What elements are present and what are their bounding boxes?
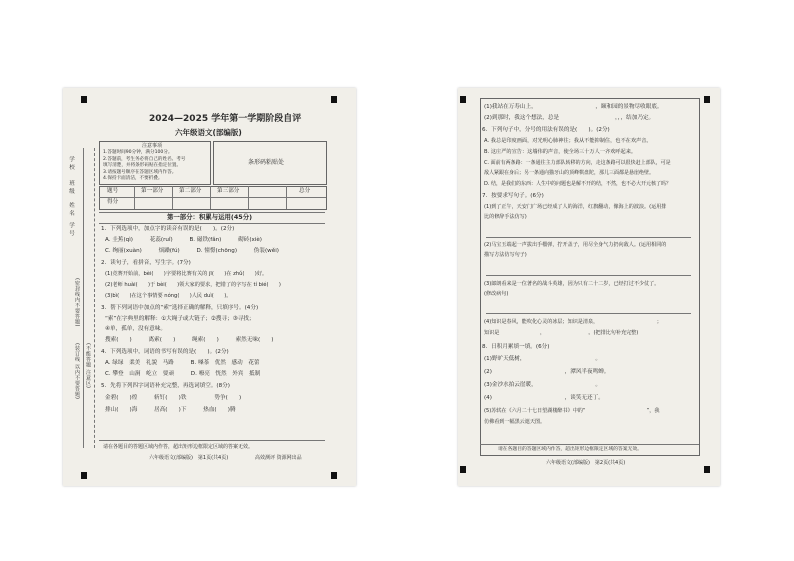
question-line: 仿佛看到一幅黑云遮天图。: [484, 419, 546, 425]
notice-line: 3.请按题号顺序在答题区域内作答。: [103, 169, 177, 175]
question-line: D. 结，是我们的东西：人生中的问题也是解不开的结，不然，也不必大开元核了吗？: [484, 181, 672, 187]
notice-box: [99, 141, 211, 185]
question-line: A. 绿绿 柔美 礼貌 马路 B. 嗓茶 优然 感动 花蕾: [105, 360, 260, 366]
question-line: 金碧( )煌 斩钉( )铁 势争( ): [105, 395, 242, 401]
question-line: (2)老师 huài( )于 bèi( )领大家的要求，把错了的字写在 tí bié( ): [105, 282, 281, 288]
binding-line: [94, 148, 95, 448]
answer-line: [486, 313, 691, 314]
question-line: (2)到那时，我这个想法，总是 ，，，结加乃定。: [484, 115, 655, 121]
table-header-cell: 第二部分: [179, 188, 202, 194]
side-note: (不能答题 注意区): [85, 343, 91, 389]
barcode-box: [213, 141, 327, 185]
registration-mark: [460, 466, 466, 473]
table-row-label: 得分: [107, 199, 119, 205]
registration-mark: [460, 96, 466, 103]
table-header-cell: 题号: [107, 188, 119, 194]
question-line: C. 攀登 山涧 屹立 要顽 D. 嘹亮 恍然 外宾 抵制: [105, 371, 261, 377]
question-line: C. 绚丽(xuàn) 烦躁(fú) D. 憧憬(chōng) 伪装(wěi): [105, 248, 279, 254]
footer-page: 六年级语文(部编版) 第1页(共4页): [149, 455, 229, 461]
side-label-class: 班 级: [68, 180, 74, 195]
question-line: ④单，孤单，没有意味。: [105, 326, 166, 332]
question-line: 4．下列选项中，词语的书写有误的是( )。(2分): [101, 349, 229, 355]
answer-line: [486, 275, 691, 276]
table-rule: [210, 186, 211, 209]
question-line: (1)竞赛开始前，bèi( )字要将比赛有关的 jī( )在 zhǔ( )好。: [105, 271, 268, 277]
question-line: 8．日积月累填一填。(6分): [482, 344, 550, 350]
footer-rule: [480, 444, 699, 445]
question-line: 3．帮下列词语中加点的“索”选择正确的解释，只填序号。(4分): [101, 305, 259, 311]
question-line: 5．先将下列四字词语补充完整，再选词填空。(8分): [101, 383, 230, 389]
exam-page-2: [458, 88, 720, 486]
exam-subtitle: 六年级语文(部编版): [175, 128, 242, 137]
table-rule: [134, 186, 135, 209]
question-line: 1．下列选项中，加点字的读音有误的是( )。(2分): [101, 226, 235, 232]
question-line: 搜索( ) 离索( ) 绳索( ) 索然无味( ): [105, 337, 274, 343]
side-note: (密封线内不要答题): [74, 278, 80, 327]
registration-mark: [81, 472, 87, 479]
question-line: 敌人紧跟在身后；另一条通向猫牙山的顶峰棋盘陀，那儿三面都是悬崖绝壁。: [484, 170, 655, 176]
table-rule: [248, 186, 249, 209]
question-line: (2) ，潭风半夜鸣蝉。: [484, 369, 610, 375]
question-line: 比的修辞手法仿写): [484, 214, 527, 220]
question-line: 知识是 ， 。(把排比句补充完整): [484, 330, 639, 336]
footer-rule: [99, 440, 325, 441]
question-line: (3)bì( )在这个事情要 nóng( )人民 duì( )。: [105, 293, 232, 299]
question-line: (3)金沙水拍云崖暖， 。: [484, 382, 601, 388]
question-line: “索”在字典里的解释：①大绳子或大链子；②搜寻；③寻找；: [105, 316, 255, 322]
question-line: 排山( )海 居高( )下 热血( )腾: [105, 407, 236, 413]
footer-notice: 请在各题目的答题区域内作答，超出矩形边框限定区域的答案无效。: [498, 447, 642, 452]
registration-mark: [704, 466, 710, 473]
question-line: (2)马宝玉端起一声拔出手榴弹，拧开盖子，用尽全身气力扔向敌人。(运用相同的: [484, 242, 667, 248]
registration-mark: [81, 96, 87, 103]
question-line: 2．读句子，看拼音，写生字。(7分): [101, 260, 191, 266]
binding-line: [83, 148, 84, 448]
exam-page-1: [63, 88, 356, 486]
notice-line: 2.答题前，考生务必将自己的姓名、考号: [103, 156, 186, 162]
side-label-number: 学 号: [68, 222, 74, 237]
question-line: (4)知识是春风，能吹化心灵的冰层；知识是清泉， ；: [484, 319, 662, 325]
side-label-name: 姓 名: [68, 202, 74, 217]
footer-notice: 请在各题目的答题区域内作答，超出矩形边框限定区域的答案无效。: [103, 444, 254, 450]
footer-publisher: 高效测评 资源网出品: [255, 455, 302, 461]
question-line: (4) ，谈笑无还丁。: [484, 395, 604, 401]
table-rule: [172, 186, 173, 209]
question-line: (1)到了正午，天安门广场已经成了人的海洋，红旗翻动，像海上的波浪。(运用排: [484, 204, 667, 210]
side-note: (装订线 以内不要答题): [74, 343, 80, 400]
question-line: A. 圭蕉(qì) 花蕊(ruǐ) B. 磁铁(fǎn) 砌砖(xiè): [105, 237, 262, 243]
question-line: (5)苏轼在《六月二十七日望湖楼醉书》中的“ ”，我: [484, 408, 660, 414]
question-line: (1)野旷天低树， 。: [484, 356, 601, 362]
question-line: 描写方法仿写句子): [484, 252, 527, 258]
registration-mark: [331, 472, 337, 479]
notice-line: 1.答题时间90分钟，满分100分。: [103, 150, 173, 155]
question-line: 7．按要求写句子。(6分): [482, 193, 544, 199]
question-line: B. 这庄严的宣告：这墙伟的声音，使全场三十万人一齐欢呼起来。: [484, 149, 637, 155]
notice-line: 4.保持卡面清洁，不要折叠。: [103, 176, 163, 181]
table-header-cell: 第三部分: [217, 188, 240, 194]
barcode-label: 条形码粘贴处: [248, 159, 285, 166]
section-rule: [99, 223, 325, 224]
section-header: 第一部分：积累与运用(45分): [167, 213, 253, 221]
notice-title: 注意事项: [142, 143, 163, 149]
registration-mark: [331, 96, 337, 103]
question-line: (修改病句): [484, 291, 509, 297]
question-line: C. 面前有两条路：一条通往主力部队转移的方向，走这条路可以很快赶上部队，可是: [484, 160, 671, 166]
question-line: 6．下列句子中，分号的用法有误的是( )。(2分): [482, 127, 610, 133]
exam-title: 2024—2025 学年第一学期阶段自评: [149, 114, 302, 124]
answer-line: [486, 237, 691, 238]
question-line: A. 我总是印度画面，对光明心肺神往；我从不能抑制住，也不在欢声音。: [484, 138, 652, 144]
question-line: (1)我站在万寿山上， ，颐和园的景物尽收眼底。: [484, 104, 663, 110]
table-header-cell: 总分: [299, 188, 311, 194]
registration-mark: [704, 96, 710, 103]
question-line: (3)郎朗看来是一位著名的战斗英雄，因为只有二十二岁，已经打过不少仗了。: [484, 281, 660, 287]
side-label-school: 学 校: [68, 156, 74, 171]
table-rule: [286, 186, 287, 209]
footer-page: 六年级语文(部编版) 第2页(共4页): [546, 460, 626, 466]
table-header-cell: 第一部分: [141, 188, 164, 194]
notice-line: 填写清楚，并将条形码贴在指定位置。: [103, 163, 182, 168]
